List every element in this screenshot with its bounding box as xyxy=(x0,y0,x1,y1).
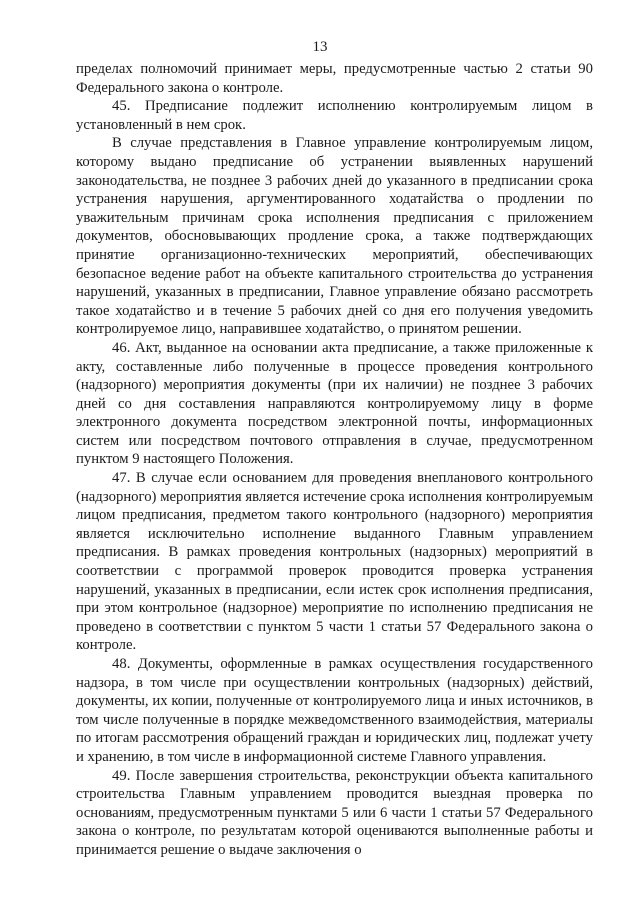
paragraph-49: 49. После завершения строительства, реконструкции объекта капитального строительства Главным управлением проводится выездная проверка по основаниям, предусмотренным пунктами 5 или 6 части 1 статьи 57 Федерального закона о контроле, по результатам которой оцениваются выполненные работы и принимается решение о выдаче заключения о xyxy=(76,767,593,858)
page-number: 13 xyxy=(312,39,328,55)
paragraph-continuation: пределах полномочий принимает меры, предусмотренные частью 2 статьи 90 Федерального закона о контроле. xyxy=(76,61,593,96)
paragraph-45-extension-request: В случае представления в Главное управление контролируемым лицом, которому выдано предписание об устранении выявленных нарушений законодательства, не позднее 3 рабочих дней до указанного в предписании срока устранения нарушения, аргументированного ходатайства о продлении по уважительным причинам срока исполнения предписания с приложением документов, обосновывающих продление срока, а также подтверждающих принятие организационно-технических мероприятий, обеспечивающих безопасное ведение работ на объекте капитального строительства до устранения нарушений, указанных в предписании, Главное управление обязано рассмотреть такое ходатайство и в течение 5 рабочих дней со дня его получения уведомить контролируемое лицо, направившее ходатайство, о принятом решении. xyxy=(76,135,593,338)
paragraph-47: 47. В случае если основанием для проведения внепланового контрольного (надзорного) мероприятия является истечение срока исполнения контролируемым лицом предписания, предметом такого контрольного (надзорного) мероприятия является исключительно исполнение выданного Главным управлением предписания. В рамках проведения контрольных (надзорных) мероприятий в соответствии с программой проверок проводится проверка устранения нарушений, указанных в предписании, если истек срок исполнения предписания, при этом контрольное (надзорное) мероприятие по исполнению предписания не проведено в соответствии с пунктом 5 части 1 статьи 57 Федерального закона о контроле. xyxy=(76,470,593,654)
document-body xyxy=(76,60,593,860)
paragraph-48: 48. Документы, оформленные в рамках осуществления государственного надзора, в том числе при осуществлении контрольных (надзорных) действий, документы, их копии, полученные от контролируемого лица и иных источников, в том числе полученные в порядке межведомственного взаимодействия, материалы по итогам рассмотрения обращений граждан и юридических лиц, подлежат учету и хранению, в том числе в информационной системе Главного управления. xyxy=(76,656,593,765)
paragraph-45: 45. Предписание подлежит исполнению контролируемым лицом в установленный в нем срок. xyxy=(76,98,593,133)
paragraph-46: 46. Акт, выданное на основании акта предписание, а также приложенные к акту, составленные либо полученные в процессе проведения контрольного (надзорного) мероприятия документы (при их наличии) не позднее 3 рабочих дней со дня составления направляются контролируемому лицу в форме электронного документа посредством электронной почты, информационных систем или посредством почтового отправления в случае, предусмотренном пунктом 9 настоящего Положения. xyxy=(76,339,593,468)
